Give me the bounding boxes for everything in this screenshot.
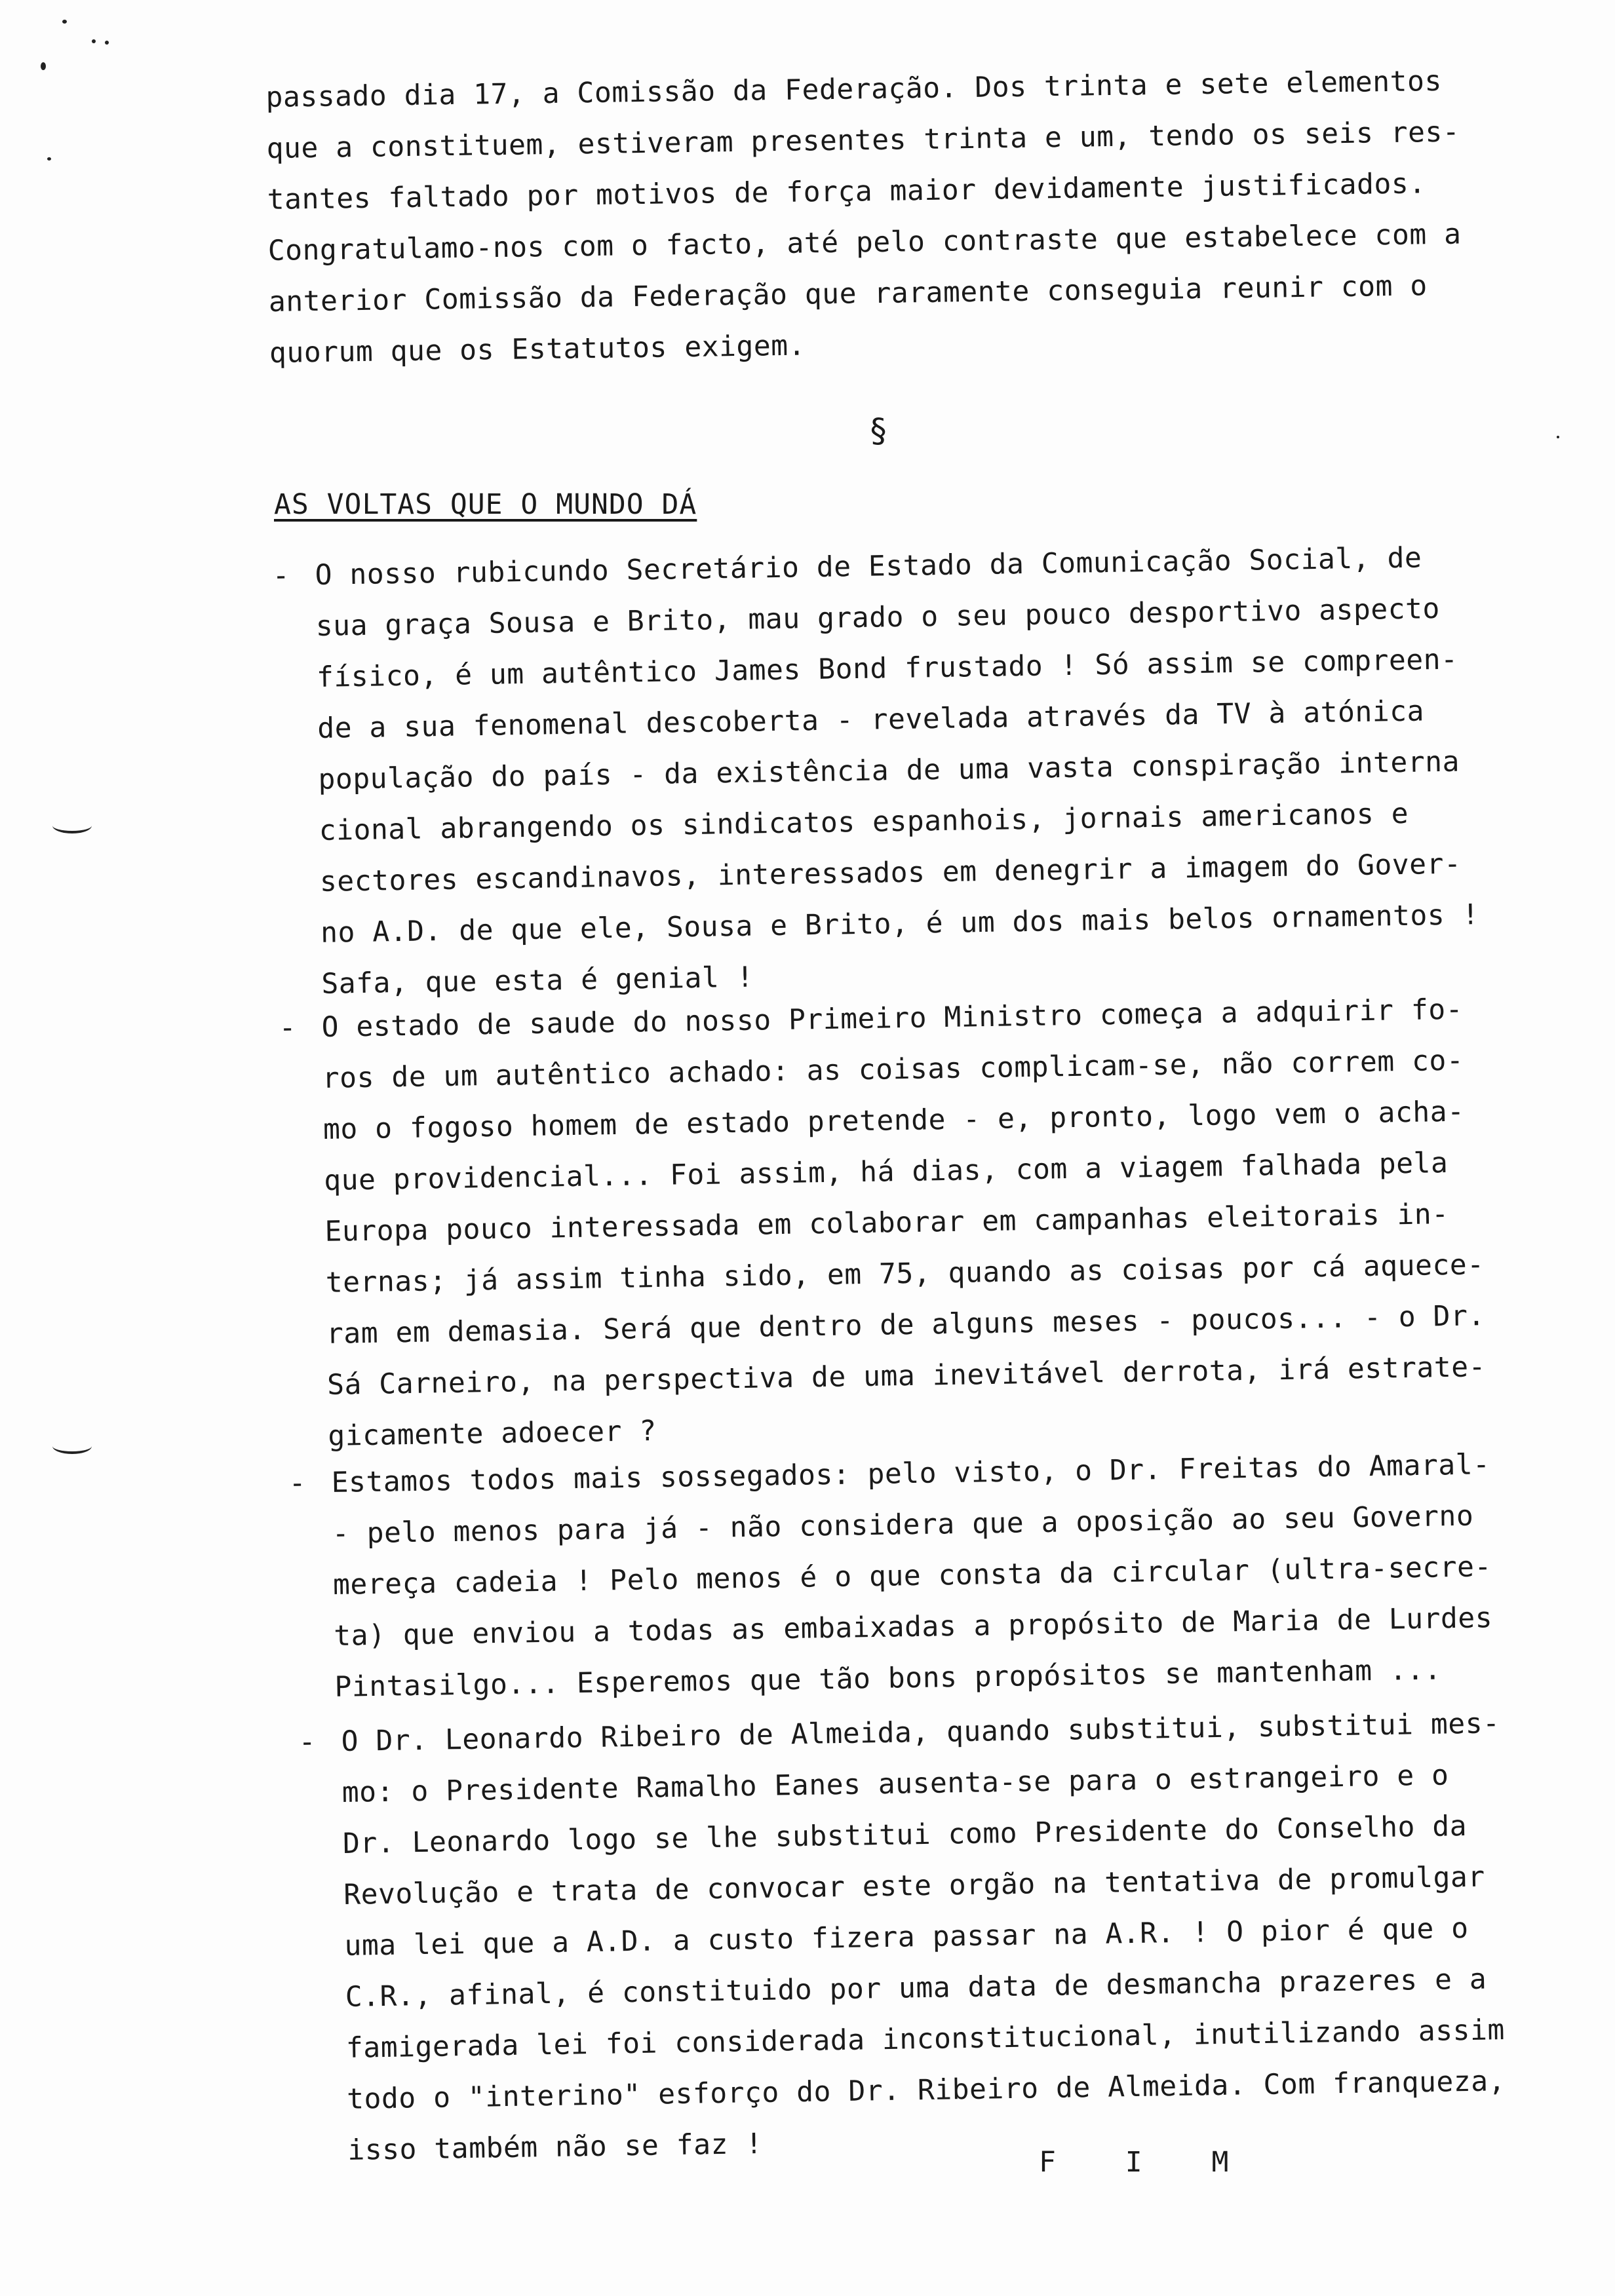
scan-speck [62,20,67,24]
item-dash: - [279,1011,296,1044]
list-item [298,1697,1544,2177]
list-item [288,1438,1531,1713]
scan-speck [1557,436,1559,438]
scan-speck [105,41,109,45]
end-mark: F I M [1039,2146,1255,2179]
scan-speck [47,157,51,161]
intro-paragraph: passado dia 17, a Comissão da Federação. Dos trinta e sete elementos que a constituem, estiveram presentes trinta e um, tendo os seis res- tantes faltado por motivos de força maior devidamente justificados. Congratulamo-nos com o facto, até pelo contraste que estabelece com a anterior Comissão da Federação que raramente conseguia reunir com o quorum que os Estatutos exigem. [265,64,1462,370]
item-text: Estamos todos mais sossegados: pelo visto, o Dr. Freitas do Amaral- - pelo menos para já - não considera que a oposição ao seu Governo mereça cadeia ! Pelo menos é o que consta da circular (ultra-secre- ta) que enviou a todas as embaixadas a propósito de Maria de Lurdes Pintasilgo... Esperemos que tão bons propósitos se mantenham ... [331,1448,1493,1704]
scan-speck [41,62,46,70]
section-mark: § [868,411,889,450]
item-dash: - [272,559,290,592]
item-text: O nosso rubicundo Secretário de Estado da Comunicação Social, de sua graça Sousa e Brito, mau grado o seu pouco desportivo aspecto físico, é um autêntico James Bond frustado ! Só assim se compreen- de a sua fenomenal descoberta - revelada através da TV à atónica população do país - da existência de uma vasta conspiração interna cional abrangendo os sindicatos espanhois, jornais americanos e sectores escandinavos, interessados em denegrir a imagem do Gover- no A.D. de que ele, Sousa e Brito, é um dos mais belos ornamentos ! Safa, que esta é genial ! [315,541,1480,1001]
list-item [279,983,1525,1463]
item-dash: - [288,1466,306,1500]
item-text: O Dr. Leonardo Ribeiro de Almeida, quando substitui, substitui mes- mo: o Presidente Ramalho Eanes ausenta-se para o estrangeiro e o Dr. Leonardo logo se lhe substitui como Presidente do Conselho da Revolução e trata de convocar este orgão na tentativa de promulgar uma lei que a A.D. a custo fizera passar na A.R. ! O pior é que o C.R., afinal, é constituido por uma data de desmancha prazeres e a famigerada lei foi considerada inconstitucional, inutilizando assim todo o "interino" esforço do Dr. Ribeiro de Almeida. Com franqueza, isso também não se faz ! [341,1707,1506,2167]
binder-mark [52,1438,92,1454]
item-text: O estado de saude do nosso Primeiro Ministro começa a adquirir fo- ros de um autêntico achado: as coisas complicam-se, não correm co- mo o fogoso homem de estado pretende - e, pronto, logo vem o acha- que providencial... Foi assim, há dias, com a viagem falhada pela Europa pouco interessada em colaborar em campanhas eleitorais in- ternas; já assim tinha sido, em 75, quando as coisas por cá aquece- ram em demasia. Será que dentro de alguns meses - poucos... - o Dr. Sá Carneiro, na perspectiva de uma inevitável derrota, irá estrate- gicamente adoecer ? [321,993,1487,1453]
item-dash: - [298,1725,316,1759]
section-heading: AS VOLTAS QUE O MUNDO DÁ [274,488,697,521]
binder-mark [52,818,92,833]
scan-speck [92,39,96,43]
list-item [272,531,1518,1010]
